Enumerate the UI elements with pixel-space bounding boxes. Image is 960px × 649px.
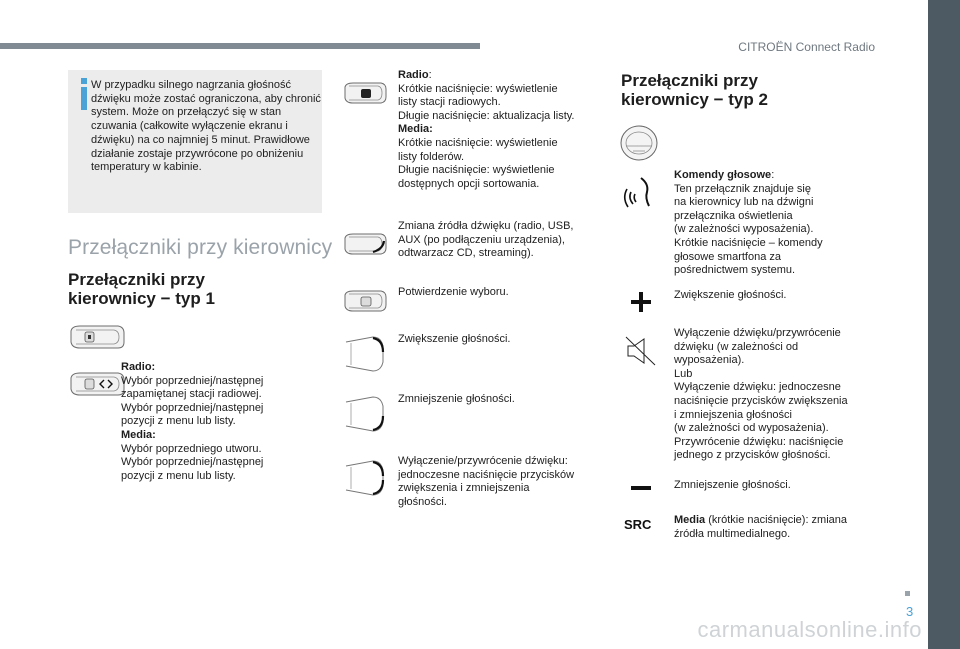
type1-seek-text bbox=[121, 361, 321, 483]
type1-line: zapamiętanej stacji radiowej. bbox=[121, 388, 262, 401]
type1-line: Wybór poprzedniej/następnej bbox=[121, 374, 264, 387]
mid-line: Długie naciśnięcie: wyświetlenie bbox=[398, 164, 555, 177]
volume-down-wheel-icon bbox=[343, 394, 387, 434]
info-icon bbox=[78, 78, 90, 112]
type2-line: głosowe smartfona za bbox=[674, 250, 781, 263]
list-switch-icon bbox=[343, 80, 389, 106]
type2-mute-text bbox=[674, 327, 879, 463]
mid-voldown-text bbox=[398, 393, 603, 407]
mid-volup-text bbox=[398, 333, 603, 347]
voice-label: Komendy głosowe bbox=[674, 169, 772, 181]
type2-title bbox=[621, 71, 768, 109]
type2-line: Przywrócenie dźwięku: naciśnięcie bbox=[674, 435, 844, 448]
info-note-text: W przypadku silnego nagrzania głośność dźwięku może zostać ograniczona, aby chronić system. Może on przełączyć się w stan czuwania (całkowite wyłączenie ekranu i dźwięku) na co najmniej 5 minut. Prawidłowe działanie zostaje przywrócone po obniżeniu temperatury w kabinie. bbox=[91, 79, 321, 174]
type2-line: Wyłączenie dźwięku: jednoczesne bbox=[674, 381, 841, 394]
type2-line: naciśnięcie przycisków zwiększenia bbox=[674, 394, 848, 407]
mid-line: Krótkie naciśnięcie: wyświetlenie bbox=[398, 136, 558, 149]
voice-colon: : bbox=[771, 169, 775, 181]
type2-line: jednego z przycisków głośności. bbox=[674, 449, 831, 462]
type2-line: Zmniejszenie głośności. bbox=[674, 479, 791, 491]
type1-line: Wybór poprzedniej/następnej bbox=[121, 401, 264, 414]
mid-line: głośności. bbox=[398, 495, 447, 508]
type1-title-line1: Przełączniki przy bbox=[68, 270, 206, 289]
confirm-switch-icon bbox=[343, 288, 389, 314]
type2-minus-text bbox=[674, 479, 874, 493]
type1-radio-label: Radio: bbox=[121, 361, 156, 373]
type2-line: Zwiększenie głośności. bbox=[674, 289, 787, 301]
mid-source-text bbox=[398, 220, 603, 261]
type2-voice-text bbox=[674, 169, 874, 278]
mid-line: Zwiększenie głośności. bbox=[398, 333, 511, 345]
type1-line: pozycji z menu lub listy. bbox=[121, 469, 236, 482]
src-label: SRC bbox=[624, 517, 652, 532]
type2-line: dźwięku (w zależności od bbox=[674, 340, 799, 353]
src-desc: (krótkie naciśnięcie): zmiana bbox=[705, 514, 848, 526]
type2-title-line1: Przełączniki przy bbox=[621, 71, 759, 90]
type1-line: Wybór poprzedniego utworu. bbox=[121, 442, 262, 455]
mid-list-text bbox=[398, 69, 603, 191]
type2-line: źródła multimedialnego. bbox=[674, 527, 791, 540]
media-label: Media bbox=[674, 514, 706, 526]
voice-command-icon bbox=[623, 176, 659, 210]
mid-line: Wyłączenie/przywrócenie dźwięku: bbox=[398, 455, 568, 467]
type1-media-label: Media: bbox=[121, 428, 156, 441]
mid-radio-colon: : bbox=[428, 69, 432, 81]
mid-line: odtwarzacz CD, streaming). bbox=[398, 247, 534, 260]
type2-plus-text bbox=[674, 289, 874, 303]
type2-line: Krótkie naciśnięcie – komendy bbox=[674, 236, 823, 249]
info-note bbox=[68, 70, 322, 213]
type1-line: pozycji z menu lub listy. bbox=[121, 415, 236, 428]
mid-radio-label: Radio bbox=[398, 69, 429, 81]
type2-line: na kierownicy lub na dźwigni bbox=[674, 196, 814, 209]
type2-line: Lub bbox=[674, 367, 693, 380]
type2-line: pośrednictwem systemu. bbox=[674, 264, 796, 277]
type2-line: wyposażenia). bbox=[674, 354, 745, 367]
mid-line: Krótkie naciśnięcie: wyświetlenie bbox=[398, 82, 558, 95]
header-rule bbox=[0, 43, 480, 49]
source-switch-icon bbox=[343, 231, 389, 257]
mute-wheel-icon bbox=[343, 458, 387, 498]
steering-switch-icon bbox=[68, 323, 126, 351]
type2-line: i zmniejszenia głośności bbox=[674, 408, 792, 421]
page-marker bbox=[905, 591, 910, 596]
mid-line: dostępnych opcji sortowania. bbox=[398, 177, 540, 190]
type2-src-text bbox=[674, 514, 874, 541]
type1-title-line2: kierownicy − typ 1 bbox=[68, 289, 215, 308]
seek-switch-icon bbox=[68, 370, 126, 398]
section-title: Przełączniki przy kierownicy bbox=[68, 236, 333, 259]
right-sidebar bbox=[928, 0, 960, 649]
type2-line: przełącznika oświetlenia bbox=[674, 209, 793, 222]
mid-line: AUX (po podłączeniu urządzenia), bbox=[398, 233, 565, 246]
brand-label: CITROËN Connect Radio bbox=[738, 40, 875, 54]
type1-title bbox=[68, 270, 215, 308]
plus-icon bbox=[630, 291, 652, 313]
type2-line: (w zależności wyposażenia). bbox=[674, 223, 814, 236]
mid-line: Potwierdzenie wyboru. bbox=[398, 286, 509, 298]
page-number: 3 bbox=[906, 604, 914, 619]
mid-line: Zmniejszenie głośności. bbox=[398, 393, 515, 405]
steering-wheel-icon bbox=[617, 122, 661, 164]
type2-line: (w zależności od wyposażenia). bbox=[674, 422, 829, 435]
mid-confirm-text bbox=[398, 286, 603, 300]
mid-line: zwiększenia i zmniejszenia bbox=[398, 482, 530, 495]
mid-line: jednoczesne naciśnięcie przycisków bbox=[398, 468, 575, 481]
watermark: carmanualsonline.info bbox=[697, 617, 922, 642]
mid-line: Długie naciśnięcie: aktualizacja listy. bbox=[398, 109, 575, 122]
mid-mute-text bbox=[398, 455, 603, 509]
minus-icon bbox=[630, 484, 652, 492]
type1-line: Wybór poprzedniej/następnej bbox=[121, 456, 264, 469]
mute-speaker-icon bbox=[624, 335, 658, 367]
type2-line: Ten przełącznik znajduje się bbox=[674, 182, 811, 195]
type2-line: Wyłączenie dźwięku/przywrócenie bbox=[674, 327, 841, 339]
volume-up-wheel-icon bbox=[343, 334, 387, 374]
mid-line: Zmiana źródła dźwięku (radio, USB, bbox=[398, 220, 574, 232]
mid-line: listy folderów. bbox=[398, 150, 465, 163]
mid-line: listy stacji radiowych. bbox=[398, 96, 501, 109]
mid-media-label: Media: bbox=[398, 123, 433, 136]
type2-title-line2: kierownicy − typ 2 bbox=[621, 90, 768, 109]
